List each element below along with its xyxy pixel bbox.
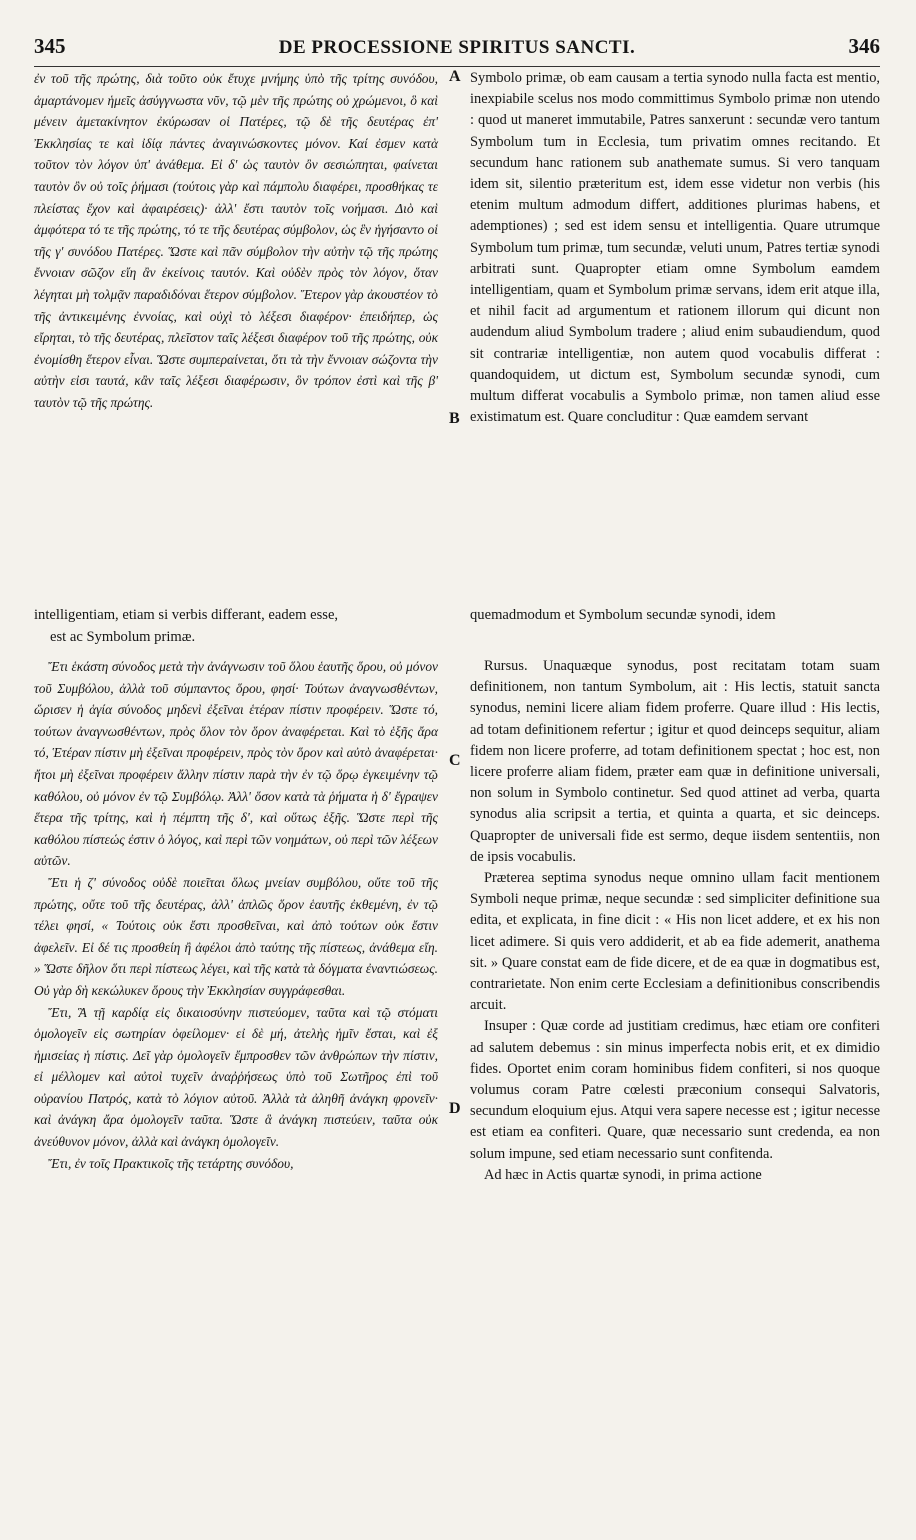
greek-paragraph: Ἔτι, Ἃ τῇ καρδίᾳ εἰς δικαιοσύνην πιστεύομεν, ταῦτα καὶ τῷ στόματι ὁμολογεῖν εἰς σωτηρίαν ὀφείλομεν· εἰ δὲ μή, ἀτελὴς ἡμῖν ἔσται, καὶ ἐξ ἡμισείας ἡ πίστις. Δεῖ γὰρ ὁμολογεῖν ἔμπροσθεν τῶν ἀνθρώπων τὴν πίστιν, εἰ μέλλομεν καὶ αὐτοὶ τυχεῖν ἀναῤῥήσεως ὑπὸ τοῦ Σωτῆρος ἐπὶ τοῦ οὐρανίου Πατρός, κατὰ τὸ λόγιον αὐτοῦ. Ἀλλὰ τὰ ἀληθῆ ἀνάγκη φρονεῖν· καὶ ἀνάγκη ἄρα ὁμολογεῖν ταῦτα. Ὥστε ἃ ἀνάγκη πιστεύειν, ταῦτα οὐκ ἀνεύθυνον μόνον, ἀλλὰ καὶ ἀνάγκη ὁμολογεῖν. (34, 1004, 438, 1150)
continuation-right: quemadmodum et Symbolum secundæ synodi, idem (470, 607, 776, 623)
latin-paragraph: Rursus. Unaquæque synodus, post recitatam totam suam definitionem, non tantum Symbolum, ait : His lectis, statuit sancta synodus, nemini licere aliam fidem proferre. Quare illud : His lectis, ad totam definitionem refertur ; igitur et quod deinceps sequitur, aliam fidem non licere proferre, ad totam definitionem spectat ; hoc est, non licere proferre aliam fidem, præter eam quæ in definitione universali, non solum in Symbolo continetur. Sed quod attinet ad verba, quarta synodus alia scripsit a tertia, et quinta a quarta, et sic deinceps. Quapropter de universali fide est sermo, deque iisdem sententiis, non de ipsis vocabulis. (470, 658, 880, 865)
section-marker-c: C (449, 752, 461, 769)
latin-column-bottom (470, 656, 880, 1526)
continuation-next-line (50, 626, 896, 648)
greek-column-bottom (34, 656, 438, 1526)
greek-paragraph: ἐν τοῦ τῆς πρώτης, διὰ τοῦτο οὐκ ἔτυχε μνήμης ὑπὸ τῆς τρίτης συνόδου, ἁμαρτάνομεν ἡμεῖς ἀσύγγνωστα νῦν, τῷ μὲν τῆς πρώτης οὐ χρώμενοι, ὃ καὶ μένειν ἀμετακίνητον ἐκύρωσαν οἱ Πατέρες, τῷ δὲ τῆς δευτέρας ἐπ' Ἐκκλησίας τε καὶ ἰδίᾳ πάντες ἀναγινώσκοντες μόνον. Καί ἐσμεν κατὰ τοῦτον τὸν λόγον ὑπ' ἀνάθεμα. Εἰ δ' ὡς ταυτὸν ὂν σεσιώπηται, φαίνεται ταυτὸν ὂν οὐ τοῖς ῥήμασι (τούτοις γὰρ καὶ πάμπολυ διαφέρει, προσθήκας τε πλείστας ἔχον καὶ ἀφαιρέσεις)· ἀλλ' ἔστι ταυτὸν τοῖς νοήμασι. Διὸ καὶ ἀμφότερα τό τε τῆς πρώτης, τό τε τῆς δευτέρας σύμβολον, ὡς ἓν ἡγήσαντο οἱ τῆς γ' συνόδου Πατέρες. Ὥστε καὶ πᾶν σύμβολον τὴν αὐτὴν τῷ τῆς πρώτης ἔννοιαν σῶζον εἴη ἂν ἐκείνοις ταυτόν. Καὶ οὐδὲν πρὸς τὸν λόγον, ὅταν λέγηται μὴ τολμᾷν παραδιδόναι ἕτερον σύμβολον. Ἕτερον γὰρ ἀκουστέον τὸ τῆς ἀντικειμένης ἐννοίας, καὶ οὐχὶ τὸ λέξεσι διαφέρον· ἐπειδήπερ, ὡς εἴρηται, τὸ τῆς δευτέρας, πλεῖστον ταῖς λέξεσι διαφέρον τοῦ τῆς πρώτης, οὐκ ἐνομίσθη ἕτερον εἶναι. Ὥστε συμπεραίνεται, ὅτι τὰ τὴν ἔννοιαν σώζοντα τὴν αὐτὴν εἰσι ταυτά, κἂν ταῖς λέξεσι διαφέρωσιν, ὃν τρόπον ἐστὶ καὶ τῆς β' ταυτὸν τῷ τῆς πρώτης. (34, 71, 438, 410)
full-width-continuation (34, 604, 880, 626)
greek-paragraph: Ἔτι ἡ ζ' σύνοδος οὐδὲ ποιεῖται ὅλως μνείαν συμβόλου, οὔτε τοῦ τῆς πρώτης, οὔτε τοῦ τῆς δευτέρας, ἀλλ' ἁπλῶς ὅρον ἑαυτῆς ἐκθεμένη, ἐν τῷ τέλει φησί, « Τούτοις οὐκ ἔστι προσθεῖναι, καὶ ἀπὸ τούτων οὐκ ἔστιν ἀφελεῖν. Εἰ δέ τις προσθείη ἢ ἀφέλοι ἀπὸ ταύτης τῆς πίστεως, ἀνάθεμα εἴη. » Ὥστε δῆλον ὅτι περὶ πίστεως λέγει, καὶ τῆς κατὰ τὰ δόγματα ἐναντιώσεως. Οὐ γὰρ δὴ κεκώλυκεν ὅρους τὴν Ἐκκλησίαν συγγράφεσθαι. (34, 874, 438, 998)
greek-paragraph: Ἔτι, ἐν τοῖς Πρακτικοῖς τῆς τετάρτης συνόδου, (48, 1155, 294, 1171)
running-header (34, 34, 880, 67)
continuation-left: intelligentiam, etiam si verbis differant, eadem esse, (34, 607, 339, 623)
section-marker-a: A (449, 68, 461, 85)
running-title: DE PROCESSIONE SPIRITUS SANCTI. (278, 37, 636, 58)
greek-paragraph: Ἔτι ἑκάστη σύνοδος μετὰ τὴν ἀνάγνωσιν τοῦ ὅλου ἑαυτῆς ὅρου, οὐ μόνον τοῦ Συμβόλου, ἀλλὰ τοῦ σύμπαντος ὅρου, φησί· Τούτων ἀναγνωσθέντων, ὥρισεν ἡ ἁγία σύνοδος μηδενὶ ἐξεῖναι ἑτέραν πίστιν προφέρειν. Ὥστε τό, τούτων ἀναγνωσθέντων, πρὸς ὅλον τὸν ὅρον ἀναφέρεται. Καὶ τὸ ἑξῆς ἄρα τό, Ἑτέραν πίστιν μὴ ἐξεῖναι προφέρειν, πρὸς τὸν ὅρον καὶ αὐτὸ ἀναφέρεται· ἤτοι μὴ ἐξεῖναι προφέρειν ἄλλην πίστιν παρὰ τὴν ἐν τῷ ὅρῳ ἐγκειμένην τῷ καθόλου, οὐ μόνον ἐν τῷ Συμβόλῳ. Ἀλλ' ὅσον κατὰ τὰ ῥήματα ἡ δ' ἔγραψεν ἕτερα τῆς τρίτης, καὶ ἡ πέμπτη τῆς δ', καὶ οὕτως ἑξῆς. Ὥστε περὶ τῆς καθόλου πίστεώς ἐστιν ὁ λόγος, καὶ περὶ τῶν νοημάτων, οὐ περὶ τῶν λέξεων αὐτῶν. (34, 659, 438, 869)
section-marker-b: B (449, 410, 460, 427)
continuation-next: est ac Symbolum primæ. (50, 629, 196, 645)
latin-paragraph: Ad hæc in Actis quartæ synodi, in prima actione (484, 1166, 762, 1183)
left-page-number: 345 (34, 34, 66, 58)
right-page-number: 346 (848, 34, 880, 58)
greek-column-top (34, 68, 438, 596)
latin-paragraph: Symbolo primæ, ob eam causam a tertia synodo nulla facta est mentio, inexpiabile scelus nos modo committimus Symbolo primæ non utendo : quod ut maneret immutabile, Patres sanxerunt : secundæ vero tantum Symbolum tum in Ecclesia, tum privatim omnes recitando. Et secundum hanc rationem sub anathemate sumus. Si vero tanquam idem sit, silentio præteritum est, idem esse videtur non verbis (his etenim multum admodum differt, additiones plurimas habens, et ademptiones) ; sed est idem sensu et intelligentia. Quare utrumque Symbolum tum primæ, tum secundæ, veluti unum, Patres tertiæ synodi arbitrati sunt. Quapropter etiam omne Symbolum eamdem intelligentiam, quam et Symbolum primæ servans, idem erit atque illa, et nihil facit ad argumentum et rationem illorum qui dicunt non audendum aliud Symbolum tradere ; aliud enim subaudiendum, quod sit contrariæ intelligentiæ, non autem quod vocabulis differat : quandoquidem, ut dictum est, Symbolum secundæ synodi, cum multum differat vocabulis a Symbolo primæ, non tamen aliud esse existimatum est. Quare concluditur : Quæ eamdem servant (470, 70, 880, 426)
section-marker-d: D (449, 1100, 461, 1117)
latin-column-top (470, 68, 880, 596)
latin-paragraph: Præterea septima synodus neque omnino ullam facit mentionem Symboli neque primæ, neque secundæ : sed simpliciter definitione sua edita, et explicata, in fine dicit : « His non licet addere, et ex his non licet adimere. Si quis vero addiderit, et ab ea fide ademerit, anathema sit. » Quare constat eam de fide dicere, et de ea quæ in dogmatibus est, contrarietate. Non enim certe Ecclesiam a definitionibus conscribendis arcuit. (470, 870, 880, 1014)
latin-paragraph: Insuper : Quæ corde ad justitiam credimus, hæc etiam ore confiteri ad salutem debemus : sin minus imperfecta nobis erit, et ex dimidio fides. Oportet enim coram hominibus fidem confiteri, si nos quoque volumus coram Patre cœlesti præconium consequi Salvatoris, secundum eloquium ejus. Atqui vera sapere necesse est ; igitur necesse est etiam ea confiteri. Quare, quæ necessario sunt credenda, ea non solum impune, sed etiam necessario sunt confitenda. (470, 1018, 880, 1162)
